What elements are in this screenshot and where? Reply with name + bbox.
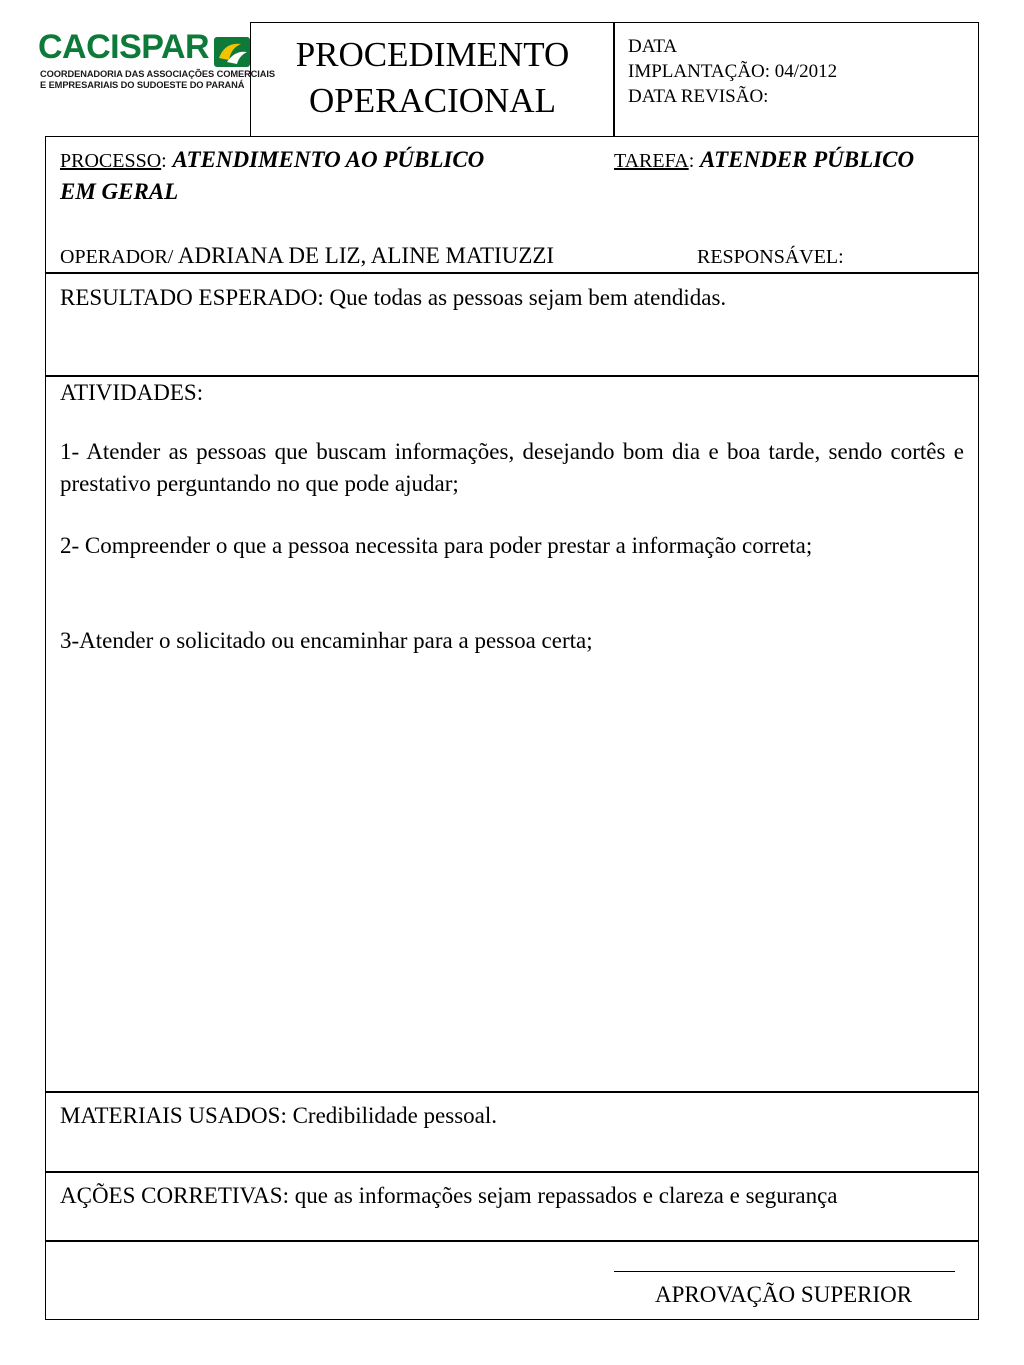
tarefa-line — [614, 146, 914, 174]
date-info — [628, 33, 837, 110]
data-label: DATA — [628, 36, 678, 57]
processo-value: ATENDIMENTO AO PÚBLICO — [172, 147, 485, 172]
processo-label: PROCESSO — [60, 150, 162, 172]
logo-subtitle-line2: E EMPRESARIAIS DO SUDOESTE DO PARANÁ — [40, 80, 245, 90]
atividade-item: 2- Compreender o que a pessoa necessita para poder prestar a informação correta; — [60, 533, 813, 558]
atividades-label: ATIVIDADES: — [60, 380, 204, 405]
tarefa-colon: : — [688, 150, 695, 172]
operador-line — [60, 242, 554, 270]
processo-value-cont: EM GERAL — [60, 179, 179, 204]
acoes-label: AÇÕES CORRETIVAS: — [60, 1183, 289, 1208]
operador-value: ADRIANA DE LIZ, ALINE MATIUZZI — [177, 243, 555, 268]
materiais-line — [60, 1102, 497, 1130]
atividade-item: 3-Atender o solicitado ou encaminhar para a pessoa certa; — [60, 628, 593, 653]
processo-line — [60, 146, 484, 174]
resultado-text: : Que todas as pessoas sejam bem atendidas. — [317, 285, 727, 310]
resultado-label: RESULTADO ESPERADO — [60, 285, 318, 310]
responsavel-label: RESPONSÁVEL: — [697, 246, 844, 268]
logo-subtitle-line1: COORDENADORIA DAS ASSOCIAÇÕES COMERCIAIS — [40, 69, 275, 79]
resultado-line — [60, 284, 726, 312]
materiais-text: Credibilidade pessoal. — [292, 1103, 497, 1128]
acoes-text: que as informações sejam repassados e clareza e segurança — [294, 1183, 838, 1208]
page-title-line2: OPERACIONAL — [309, 81, 556, 120]
logo-subtitle — [40, 69, 275, 91]
implantacao-date: IMPLANTAÇÃO: 04/2012 — [628, 61, 838, 82]
acoes-line — [60, 1182, 838, 1210]
logo-wordmark: CACISPAR — [38, 28, 210, 66]
materiais-label: MATERIAIS USADOS: — [60, 1103, 287, 1128]
signature-line — [614, 1271, 955, 1272]
tarefa-value: ATENDER PÚBLICO — [700, 147, 915, 172]
atividade-item: 1- Atender as pessoas que buscam informações, desejando bom dia e boa tarde, sendo cortês e prestativo perguntando no que pode ajudar; — [60, 439, 964, 496]
aprovacao-label: APROVAÇÃO SUPERIOR — [655, 1282, 913, 1307]
page-title — [252, 32, 613, 124]
logo-emblem-icon — [213, 36, 251, 68]
processo-colon: : — [161, 150, 167, 172]
revisao-date: DATA REVISÃO: — [628, 86, 769, 107]
tarefa-label: TAREFA — [614, 150, 689, 172]
page-title-line1: PROCEDIMENTO — [295, 35, 570, 74]
operador-label: OPERADOR/ — [60, 246, 174, 268]
